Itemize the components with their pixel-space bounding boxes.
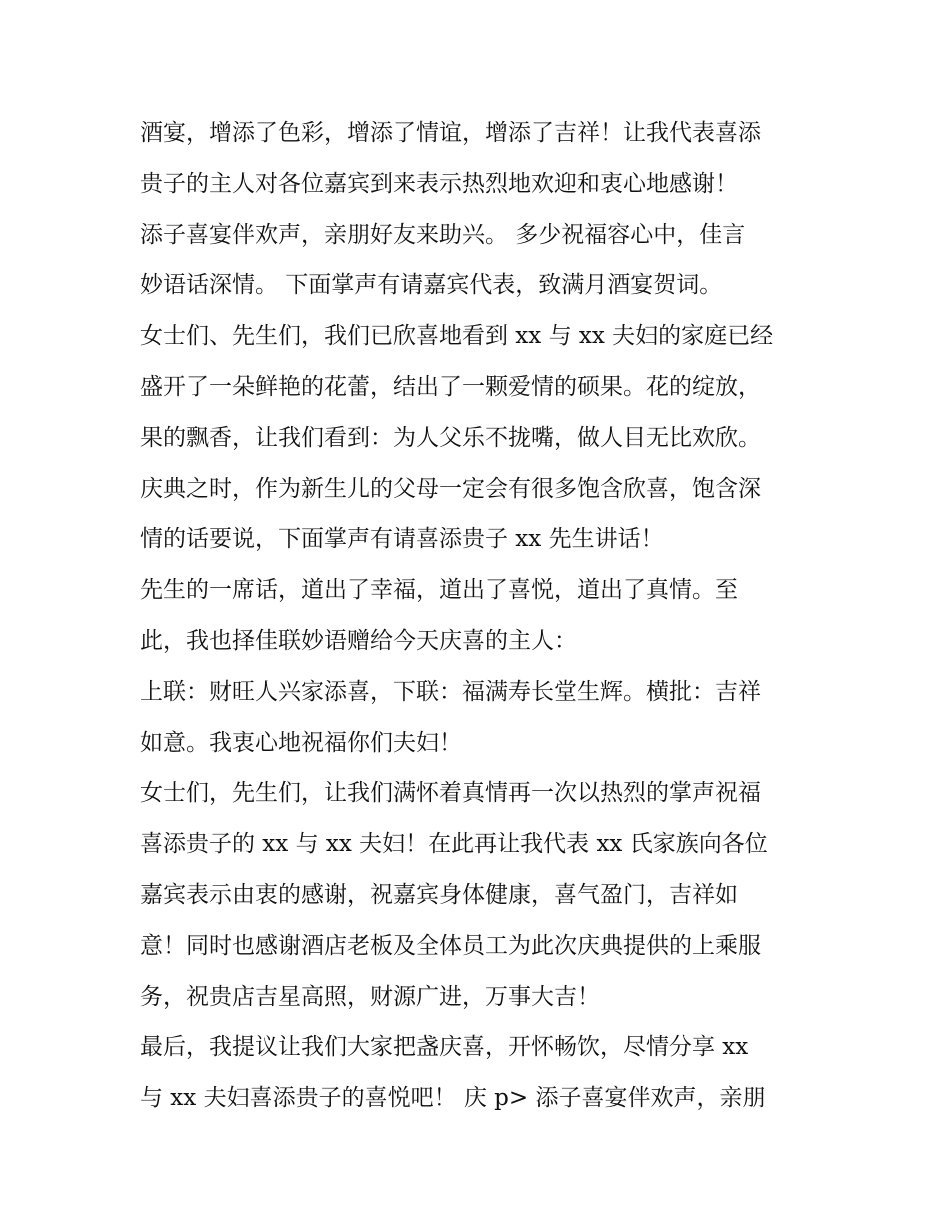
text-line: 如意。我衷心地祝福你们夫妇！ [140, 729, 462, 756]
text-line: 与 xx 夫妇喜添贵子的喜悦吧！ 庆 p> 添子喜宴伴欢声，亲朋 [140, 1085, 766, 1112]
text-line: 果的飘香，让我们看到：为人父乐不拢嘴，做人目无比欢欣。 [140, 424, 761, 451]
text-line: 妙语话深情。 下面掌声有请嘉宾代表，致满月酒宴贺词。 [140, 272, 723, 299]
text-line: 添子喜宴伴欢声，亲朋好友来助兴。 多少祝福容心中，佳言 [140, 221, 746, 248]
text-line: 上联：财旺人兴家添喜，下联：福满寿长堂生辉。横批：吉祥 [140, 678, 761, 705]
text-line: 女士们、先生们，我们已欣喜地看到 xx 与 xx 夫妇的家庭已经 [140, 323, 774, 350]
text-line: 盛开了一朵鲜艳的花蕾，结出了一颗爱情的硕果。花的绽放， [140, 373, 761, 400]
text-line: 此，我也择佳联妙语赠给今天庆喜的主人： [140, 627, 577, 654]
text-line: 贵子的主人对各位嘉宾到来表示热烈地欢迎和衷心地感谢！ [140, 170, 738, 197]
text-line: 务，祝贵店吉星高照，财源广进，万事大吉！ [140, 983, 600, 1010]
text-line: 意！同时也感谢酒店老板及全体员工为此次庆典提供的上乘服 [140, 932, 761, 959]
text-line: 最后，我提议让我们大家把盏庆喜，开怀畅饮，尽情分享 xx [140, 1034, 749, 1061]
text-line: 庆典之时，作为新生儿的父母一定会有很多饱含欣喜，饱含深 [140, 475, 761, 502]
text-line: 酒宴，增添了色彩，增添了情谊，增添了吉祥！让我代表喜添 [140, 120, 761, 146]
body-text [140, 108, 830, 1124]
text-line: 喜添贵子的 xx 与 xx 夫妇！在此再让我代表 xx 氏家族向各位 [140, 831, 768, 858]
text-line: 女士们，先生们，让我们满怀着真情再一次以热烈的掌声祝福 [140, 780, 761, 807]
text-line: 情的话要说，下面掌声有请喜添贵子 xx 先生讲话！ [140, 526, 664, 553]
text-line: 嘉宾表示由衷的感谢，祝嘉宾身体健康，喜气盈门，吉祥如 [140, 881, 738, 908]
text-line: 先生的一席话，道出了幸福，道出了喜悦，道出了真情。至 [140, 577, 738, 604]
